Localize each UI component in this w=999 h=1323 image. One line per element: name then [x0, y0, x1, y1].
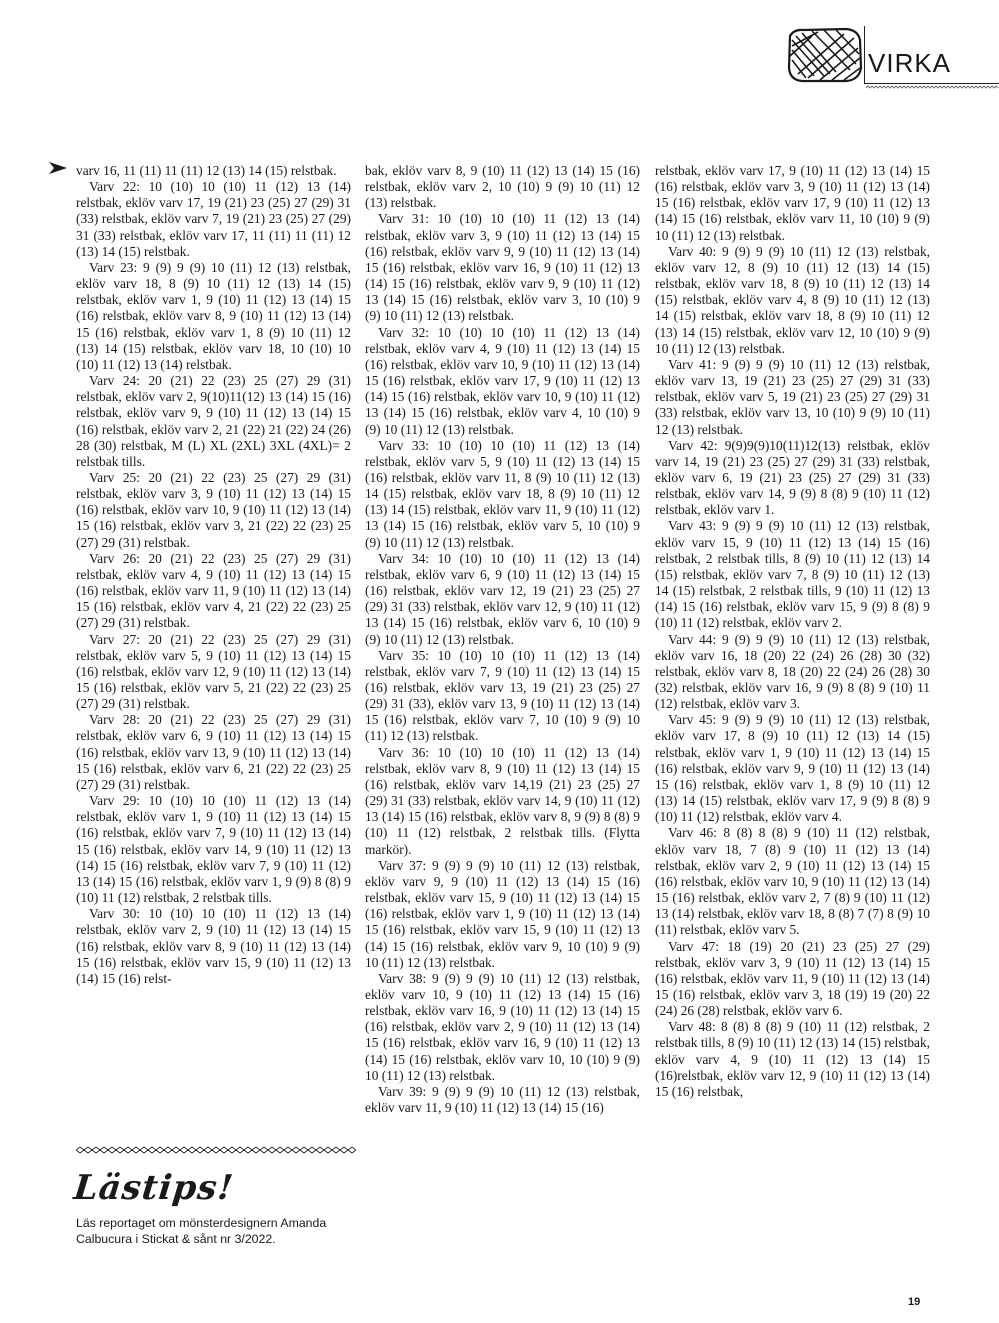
paragraph: Varv 44: 9 (9) 9 (9) 10 (11) 12 (13) relstbak, eklöv varv 16, 18 (20) 22 (24) 26 (28) 30 (32) relstbak, eklöv varv 8, 18 (20) 22 (24) 26 (28) 30 (32) relstbak, eklöv varv 16, 9 (9) 8 (8) 9 (10) 11 (12) relstbak, eklöv varv 3. — [655, 631, 930, 712]
section-label: VIRKA — [868, 48, 952, 78]
paragraph: Varv 47: 18 (19) 20 (21) 23 (25) 27 (29) relstbak, eklöv varv 3, 9 (10) 11 (12) 13 (14) 15 (16) relstbak, eklöv varv 11, 9 (10) 11 (12) 13 (14) 15 (16) relstbak, eklöv varv 3, 18 (19) 19 (20) 22 (24) 26 (28) relstbak, eklöv varv 6. — [655, 938, 930, 1019]
paragraph: Varv 25: 20 (21) 22 (23) 25 (27) 29 (31) relstbak, eklöv varv 3, 9 (10) 11 (12) 13 (14) 15 (16) relstbak, eklöv varv 10, 9 (10) 11 (12) 13 (14) 15 (16) relstbak, eklöv varv 3, 21 (22) 22 (23) 25 (27) 29 (31) relstbak. — [76, 469, 351, 550]
paragraph: Varv 23: 9 (9) 9 (9) 10 (11) 12 (13) relstbak, eklöv varv 18, 8 (9) 10 (11) 12 (13) 14 (15) relstbak, eklöv varv 1, 9 (10) 11 (12) 13 (14) 15 (16) relstbak, eklöv varv 8, 9 (10) 11 (12) 13 (14) 15 (16) relstbak, eklöv varv 1, 8 (9) 10 (11) 12 (13) 14 (15) relstbak, eklöv varv 18, 10 (10) 10 (10) 11 (12) 13 (14) relstbak. — [76, 259, 351, 372]
paragraph: Varv 43: 9 (9) 9 (9) 10 (11) 12 (13) relstbak, eklöv varv 15, 9 (10) 11 (12) 13 (14) 15 (16) relstbak, 2 relstbak tills, 8 (9) 10 (11) 12 (13) 14 (15) relstbak, eklöv varv 7, 8 (9) 10 (11) 12 (13) 14 (15) relstbak, 2 relstbak tills, 9 (10) 11 (12) 13 (14) 15 (16) relstbak, eklöv varv 15, 9 (9) 8 (8) 9 (10) 11 (12) relstbak, eklöv varv 2. — [655, 518, 930, 631]
paragraph: Varv 46: 8 (8) 8 (8) 9 (10) 11 (12) relstbak, eklöv varv 18, 7 (8) 9 (10) 11 (12) 13 (14) relstbak, eklöv varv 2, 9 (10) 11 (12) 13 (14) 15 (16) relstbak, eklöv varv 10, 9 (10) 11 (12) 13 (14) 15 (16) relstbak, eklöv varv 2, 7 (8) 9 (10) 11 (12) 13 (14) relstbak, eklöv varv 18, 8 (8) 7 (7) 8 (9) 10 (11) relstbak, eklöv varv 5. — [655, 825, 930, 938]
yarn-ball-icon — [784, 26, 864, 84]
paragraph: Varv 26: 20 (21) 22 (23) 25 (27) 29 (31) relstbak, eklöv varv 4, 9 (10) 11 (12) 13 (14) 15 (16) relstbak, eklöv varv 11, 9 (10) 11 (12) 13 (14) 15 (16) relstbak, eklöv varv 4, 21 (22) 22 (23) 25 (27) 29 (31) relstbak. — [76, 550, 351, 631]
paragraph: Varv 28: 20 (21) 22 (23) 25 (27) 29 (31) relstbak, eklöv varv 6, 9 (10) 11 (12) 13 (14) 15 (16) relstbak, eklöv varv 13, 9 (10) 11 (12) 13 (14) 15 (16) relstbak, eklöv varv 6, 21 (22) 22 (23) 25 (27) 29 (31) relstbak. — [76, 712, 351, 792]
paragraph: varv 16, 11 (11) 11 (11) 12 (13) 14 (15) relstbak. — [76, 163, 337, 178]
paragraph: relstbak, eklöv varv 17, 9 (10) 11 (12) 13 (14) 15 (16) relstbak, eklöv varv 3, 9 (10) 11 (12) 13 (14) 15 (16) relstbak, eklöv varv 17, 9 (10) 11 (12) 13 (14) 15 (16) relstbak, eklöv varv 11, 10 (10) 9 (9) 10 (11) 12 (13) relstbak. — [655, 163, 930, 243]
paragraph: Varv 48: 8 (8) 8 (8) 9 (10) 11 (12) relstbak, 2 relstbak tills, 8 (9) 10 (11) 12 (13) 14 (15) relstbak, eklöv varv 4, 9 (10) 11 (12) 13 (14) 15 (16)relstbak, eklöv varv 12, 9 (10) 11 (12) 13 (14) 15 (16) relstbak, — [655, 1019, 930, 1099]
page-number: 19 — [908, 1296, 921, 1308]
continuation-arrow-icon — [48, 161, 68, 175]
paragraph: Varv 33: 10 (10) 10 (10) 11 (12) 13 (14) relstbak, eklöv varv 5, 9 (10) 11 (12) 13 (14) 15 (16) relstbak, eklöv varv 11, 8 (9) 10 (11) 12 (13) 14 (15) relstbak, eklöv varv 18, 8 (9) 10 (11) 12 (13) 14 (15) relstbak, eklöv varv 11, 9 (10) 11 (12) 13 (14) 15 (16) relstbak, eklöv varv 5, 10 (10) 9 (9) 10 (11) 12 (13) relstbak. — [365, 437, 640, 550]
paragraph: Varv 32: 10 (10) 10 (10) 11 (12) 13 (14) relstbak, eklöv varv 4, 9 (10) 11 (12) 13 (14) 15 (16) relstbak, eklöv varv 10, 9 (10) 11 (12) 13 (14) 15 (16) relstbak, eklöv varv 17, 9 (10) 11 (12) 13 (14) 15 (16) relstbak, eklöv varv 10, 9 (10) 11 (12) 13 (14) 15 (16) relstbak, eklöv varv 4, 10 (10) 9 (9) 10 (11) 12 (13) relstbak. — [365, 324, 640, 437]
paragraph: Varv 22: 10 (10) 10 (10) 11 (12) 13 (14) relstbak, eklöv varv 17, 19 (21) 23 (25) 27 (29) 31 (33) relstbak, eklöv varv 7, 19 (21) 23 (25) 27 (29) 31 (33) relstbak, eklöv varv 17, 11 (11) 11 (11) 12 (13) 14 (15) relstbak. — [76, 179, 351, 259]
paragraph: Varv 39: 9 (9) 9 (9) 10 (11) 12 (13) relstbak, eklöv varv 11, 9 (10) 11 (12) 13 (14) 15 (16) — [365, 1083, 640, 1116]
paragraph: Varv 36: 10 (10) 10 (10) 11 (12) 13 (14) relstbak, eklöv varv 8, 9 (10) 11 (12) 13 (14) 15 (16) relstbak, eklöv varv 14,19 (21) 23 (25) 27 (29) 31 (33) relstbak, eklöv varv 14, 9 (10) 11 (12) 13 (14) 15 (16) relstbak, eklöv varv 8, 9 (9) 8 (8) 9 (10) 11 (12) relstbak, 2 relstbak tills. (Flytta markör). — [365, 744, 640, 857]
paragraph: Varv 35: 10 (10) 10 (10) 11 (12) 13 (14) relstbak, eklöv varv 7, 9 (10) 11 (12) 13 (14) 15 (16) relstbak, eklöv varv 13, 19 (21) 23 (25) 27 (29) 31 (33), eklöv varv 13, 9 (10) 11 (12) 13 (14) 15 (16) relstbak, eklöv varv 7, 10 (10) 9 (9) 10 (11) 12 (13) relstbak. — [365, 647, 640, 744]
tip-text: Läs reportaget om mönsterdesignern Amanda Calbucura i Stickat & sånt nr 3/2022. — [76, 1216, 327, 1246]
paragraph: Varv 38: 9 (9) 9 (9) 10 (11) 12 (13) relstbak, eklöv varv 10, 9 (10) 11 (12) 13 (14) 15 (16) relstbak, eklöv varv 16, 9 (10) 11 (12) 13 (14) 15 (16) relstbak, eklöv varv 2, 9 (10) 11 (12) 13 (14) 15 (16) relstbak, eklöv varv 16, 9 (10) 11 (12) 13 (14) 15 (16) relstbak, eklöv varv 10, 10 (10) 9 (9) 10 (11) 12 (13) relstbak. — [365, 970, 640, 1083]
paragraph: Varv 24: 20 (21) 22 (23) 25 (27) 29 (31) relstbak, eklöv varv 2, 9(10)11(12) 13 (14) 15 (16) relstbak, eklöv varv 9, 9 (10) 11 (12) 13 (14) 15 (16) relstbak, eklöv varv 2, 21 (22) 21 (22) 24 (26) 28 (30) relstbak, M (L) XL (2XL) 3XL (4XL)= 2 relstbak tills. — [76, 373, 351, 469]
text-column-3 — [655, 163, 930, 1100]
paragraph: Varv 29: 10 (10) 10 (10) 11 (12) 13 (14) relstbak, eklöv varv 1, 9 (10) 11 (12) 13 (14) 15 (16) relstbak, eklöv varv 7, 9 (10) 11 (12) 13 (14) 15 (16) relstbak, eklöv varv 14, 9 (10) 11 (12) 13 (14) 15 (16) relstbak, eklöv varv 7, 9 (10) 11 (12) 13 (14) 15 (16) relstbak, eklöv varv 1, 9 (9) 8 (8) 9 (10) 11 (12) relstbak, 2 relstbak tills. — [76, 793, 351, 906]
tip-heading: Lästips! — [71, 1168, 236, 1208]
paragraph: Varv 27: 20 (21) 22 (23) 25 (27) 29 (31) relstbak, eklöv varv 5, 9 (10) 11 (12) 13 (14) 15 (16) relstbak, eklöv varv 12, 9 (10) 11 (12) 13 (14) 15 (16) relstbak, eklöv varv 5, 21 (22) 22 (23) 25 (27) 29 (31) relstbak. — [76, 631, 351, 712]
section-header — [780, 26, 999, 88]
paragraph: Varv 40: 9 (9) 9 (9) 10 (11) 12 (13) relstbak, eklöv varv 12, 8 (9) 10 (11) 12 (13) 14 (15) relstbak, eklöv varv 18, 8 (9) 10 (11) 12 (13) 14 (15) relstbak, eklöv varv 4, 8 (9) 10 (11) 12 (13) 14 (15) relstbak, eklöv varv 18, 8 (9) 10 (11) 12 (13) 14 (15) relstbak, eklöv varv 12, 10 (10) 9 (9) 10 (11) 12 (13) relstbak. — [655, 243, 930, 356]
paragraph: Varv 41: 9 (9) 9 (9) 10 (11) 12 (13) relstbak, eklöv varv 13, 19 (21) 23 (25) 27 (29) 31 (33) relstbak, eklöv varv 5, 19 (21) 23 (25) 27 (29) 31 (33) relstbak, eklöv varv 13, 10 (10) 9 (9) 10 (11) 12 (13) relstbak. — [655, 356, 930, 437]
tip-zigzag-rule — [76, 1146, 356, 1154]
text-column-2 — [365, 163, 640, 1116]
paragraph: Varv 42: 9(9)9(9)10(11)12(13) relstbak, eklöv varv 14, 19 (21) 23 (25) 27 (29) 31 (33) relstbak, eklöv varv 6, 19 (21) 23 (25) 27 (29) 31 (33) relstbak, eklöv varv 14, 9 (9) 8 (8) 9 (10) 11 (12) relstbak, eklöv varv 1. — [655, 437, 930, 518]
paragraph: Varv 37: 9 (9) 9 (9) 10 (11) 12 (13) relstbak, eklöv varv 9, 9 (10) 11 (12) 13 (14) 15 (16) relstbak, eklöv varv 15, 9 (10) 11 (12) 13 (14) 15 (16) relstbak, eklöv varv 1, 9 (10) 11 (12) 13 (14) 15 (16) relstbak, eklöv varv 15, 9 (10) 11 (12) 13 (14) 15 (16) relstbak, eklöv varv 9, 10 (10) 9 (9) 10 (11) 12 (13) relstbak. — [365, 857, 640, 970]
text-column-1 — [76, 163, 351, 987]
paragraph: Varv 45: 9 (9) 9 (9) 10 (11) 12 (13) relstbak, eklöv varv 17, 8 (9) 10 (11) 12 (13) 14 (15) relstbak, eklöv varv 1, 9 (10) 11 (12) 13 (14) 15 (16) relstbak, eklöv varv 9, 9 (10) 11 (12) 13 (14) 15 (16) relstbak, eklöv varv 1, 8 (9) 10 (11) 12 (13) 14 (15) relstbak, eklöv varv 17, 9 (9) 8 (8) 9 (10) 11 (12) relstbak, eklöv varv 4. — [655, 712, 930, 825]
paragraph: Varv 31: 10 (10) 10 (10) 11 (12) 13 (14) relstbak, eklöv varv 3, 9 (10) 11 (12) 13 (14) 15 (16) relstbak, eklöv varv 9, 9 (10) 11 (12) 13 (14) 15 (16) relstbak, eklöv varv 16, 9 (10) 11 (12) 13 (14) 15 (16) relstbak, eklöv varv 9, 9 (10) 11 (12) 13 (14) 15 (16) relstbak, eklöv varv 3, 10 (10) 9 (9) 10 (11) 12 (13) relstbak. — [365, 211, 640, 324]
header-zigzag-rule — [866, 85, 999, 89]
paragraph: bak, eklöv varv 8, 9 (10) 11 (12) 13 (14) 15 (16) relstbak, eklöv varv 2, 10 (10) 9 (9) 10 (11) 12 (13) relstbak. — [365, 163, 640, 211]
paragraph: Varv 30: 10 (10) 10 (10) 11 (12) 13 (14) relstbak, eklöv varv 2, 9 (10) 11 (12) 13 (14) 15 (16) relstbak, eklöv varv 8, 9 (10) 11 (12) 13 (14) 15 (16) relstbak, eklöv varv 15, 9 (10) 11 (12) 13 (14) 15 (16) relst- — [76, 906, 351, 986]
paragraph: Varv 34: 10 (10) 10 (10) 11 (12) 13 (14) relstbak, eklöv varv 6, 9 (10) 11 (12) 13 (14) 15 (16) relstbak, eklöv varv 12, 19 (21) 23 (25) 27 (29) 31 (33) relstbak, eklöv varv 12, 9 (10) 11 (12) 13 (14) 15 (16) relstbak, eklöv varv 6, 10 (10) 9 (9) 10 (11) 12 (13) relstbak. — [365, 550, 640, 647]
